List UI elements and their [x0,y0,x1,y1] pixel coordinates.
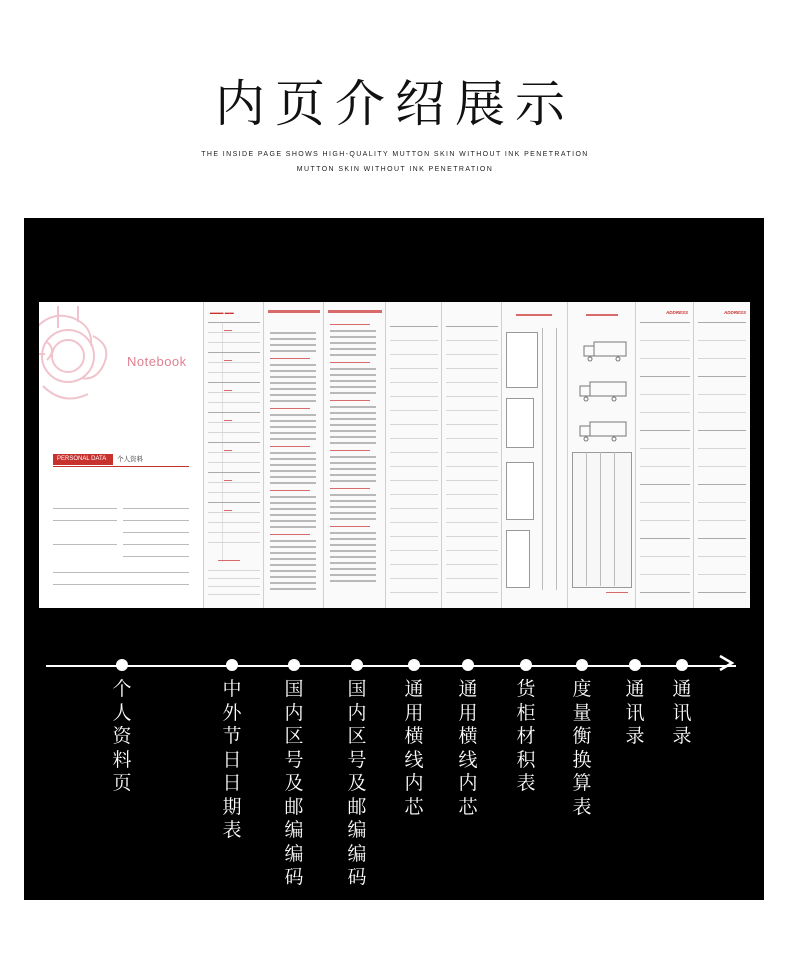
table-block [506,398,534,448]
text-row [330,544,376,546]
ruled-line [698,394,746,395]
timeline-dot-3 [288,659,300,671]
form-line [123,532,189,533]
ruled-line [390,494,438,495]
ruled-line [390,578,438,579]
red-marker [224,450,232,451]
area-code-page-1 [263,302,324,608]
text-row [270,508,316,510]
form-line [123,508,189,509]
ruled-line [698,430,746,431]
text-row [270,582,316,584]
ruled-line [208,532,260,533]
text-row [330,374,376,376]
ruled-line [446,550,498,551]
arrow-right-icon [717,654,735,672]
ruled-line [446,438,498,439]
text-row [330,424,376,426]
container-truck-icon [574,332,630,442]
ruled-line [208,512,260,513]
text-row [270,552,316,554]
ruled-line [390,410,438,411]
text-row [330,556,376,558]
text-row [270,540,316,542]
ruled-line [698,448,746,449]
festival-page-title: ▬▬▬ ▬▬ [210,310,234,315]
text-row [270,526,316,528]
form-line [53,520,117,521]
red-marker [516,314,552,316]
ruled-line [640,430,690,431]
text-row [330,512,376,514]
red-marker [224,420,232,421]
ruled-line [208,342,260,343]
timeline-dot-8 [576,659,588,671]
text-row [330,436,376,438]
red-marker [330,400,370,401]
red-marker [224,480,232,481]
address-title: ADDRESS [665,310,688,315]
festival-dates-page [203,302,264,608]
ruled-line [640,520,690,521]
timeline-label-festival-dates: 中外节日日期表 [222,678,242,841]
ruled-line [208,362,260,363]
text-row [330,456,376,458]
address-title: ADDRESS [723,310,746,315]
text-row [330,336,376,338]
ruled-line [390,480,438,481]
red-marker [218,560,240,561]
text-row [270,452,316,454]
ruled-line [698,358,746,359]
text-row [270,344,316,346]
ruled-line [390,396,438,397]
ruled-line [698,322,746,323]
ruled-line [390,368,438,369]
text-row [330,480,376,482]
text-row [330,368,376,370]
ruled-line [640,556,690,557]
column-divider [542,328,543,590]
ruled-line [698,466,746,467]
ruled-line [390,382,438,383]
text-row [270,350,316,352]
ruled-line [698,592,746,593]
red-marker [586,314,618,316]
text-row [270,546,316,548]
ruled-line [446,564,498,565]
timeline-label-lined-2: 通用横线内芯 [458,678,478,818]
subtitle-line-1: THE INSIDE PAGE SHOWS HIGH-QUALITY MUTTON SKIN WITHOUT INK PENETRATION [201,151,589,158]
ruled-line [208,542,260,543]
ruled-line [640,358,690,359]
text-row [330,574,376,576]
text-row [270,376,316,378]
text-row [270,514,316,516]
text-row [330,580,376,582]
text-row [330,418,376,420]
text-row [270,438,316,440]
ruled-line [208,352,260,353]
text-row [270,520,316,522]
text-row [270,338,316,340]
ruled-line [446,592,498,593]
column-divider [600,452,601,586]
text-row [270,564,316,566]
ruled-line [208,482,260,483]
ruled-line [208,452,260,453]
text-row [270,458,316,460]
timeline-label-container-volume: 货柜材积表 [516,678,536,794]
text-row [330,562,376,564]
ruled-line [208,402,260,403]
text-row [330,354,376,356]
text-row [330,532,376,534]
text-row [330,330,376,332]
text-row [270,388,316,390]
text-row [270,496,316,498]
timeline-dot-1 [116,659,128,671]
ruled-line [390,424,438,425]
text-row [270,382,316,384]
ruled-line [446,368,498,369]
ruled-line [640,448,690,449]
timeline-dot-2 [226,659,238,671]
text-row [330,500,376,502]
container-volume-page [567,302,636,608]
text-row [270,400,316,402]
form-line [53,508,117,509]
ruled-line [390,452,438,453]
text-row [270,370,316,372]
ruled-line [446,578,498,579]
ruled-line [208,492,260,493]
text-row [330,468,376,470]
notebook-word: Notebook [127,354,187,369]
red-marker [224,330,232,331]
lined-page-1 [385,302,442,608]
text-row [330,386,376,388]
timeline-label-personal-data: 个人资料页 [112,678,132,794]
form-line [123,520,189,521]
ruled-line [208,322,260,323]
text-row [330,474,376,476]
red-marker [270,358,310,359]
text-row [270,432,316,434]
timeline-dot-10 [676,659,688,671]
ruled-line [446,340,498,341]
ruled-line [390,522,438,523]
text-row [270,332,316,334]
text-row [270,470,316,472]
form-line [123,544,189,545]
ruled-line [208,586,260,587]
data-table [572,452,632,588]
ruled-line [698,376,746,377]
text-row [270,558,316,560]
ruled-line [640,484,690,485]
ruled-line [390,340,438,341]
red-marker [606,592,628,593]
text-row [330,568,376,570]
timeline-label-address-1: 通讯录 [625,678,645,747]
ruled-line [446,508,498,509]
ruled-line [640,592,690,593]
ruled-line [698,574,746,575]
ruled-line [208,332,260,333]
form-line [53,544,117,545]
ruled-line [208,502,260,503]
ruled-line [208,570,260,571]
ruled-line [446,536,498,537]
ruled-line [640,574,690,575]
red-marker [330,526,370,527]
text-row [330,406,376,408]
text-row [270,364,316,366]
ruled-line [390,550,438,551]
column-divider [556,328,557,590]
ruled-line [208,594,260,595]
ruled-line [208,472,260,473]
ruled-line [640,394,690,395]
form-line [123,556,189,557]
ruled-line [446,424,498,425]
address-page-2 [693,302,750,608]
red-marker [224,390,232,391]
text-row [330,412,376,414]
page-title: 内页介绍展示 [215,75,575,133]
ruled-line [698,538,746,539]
ruled-line [208,462,260,463]
text-row [330,538,376,540]
ruled-line [698,502,746,503]
timeline-label-area-codes-1: 国内区号及邮编编码 [284,678,304,888]
text-row [270,426,316,428]
text-row [270,414,316,416]
text-row [270,420,316,422]
ruled-line [390,466,438,467]
red-marker [328,310,382,313]
timeline-dot-4 [351,659,363,671]
red-marker [270,446,310,447]
timeline-dot-9 [629,659,641,671]
timeline-label-lined-1: 通用横线内芯 [404,678,424,818]
table-block [506,332,538,388]
ruled-line [698,484,746,485]
timeline-label-measurement: 度量衡换算表 [572,678,592,818]
text-row [270,464,316,466]
ruled-line [446,452,498,453]
subtitle-line-2: MUTTON SKIN WITHOUT INK PENETRATION [296,166,494,173]
text-row [330,462,376,464]
ruled-line [640,376,690,377]
ruled-line [446,522,498,523]
personal-data-bar: PERSONAL DATA [53,454,113,465]
text-row [270,570,316,572]
ruled-line [698,556,746,557]
ruled-line [208,412,260,413]
red-marker [270,534,310,535]
text-row [330,442,376,444]
text-row [270,576,316,578]
text-row [270,394,316,396]
text-row [270,502,316,504]
timeline-dot-5 [408,659,420,671]
personal-data-underline [53,466,189,467]
timeline-label-area-codes-2: 国内区号及邮编编码 [347,678,367,888]
form-line [53,572,189,573]
ruled-line [390,592,438,593]
ruled-line [390,438,438,439]
ruled-line [640,340,690,341]
table-block [506,530,530,588]
text-row [330,518,376,520]
column-divider [586,452,587,586]
area-code-page-2 [323,302,386,608]
ruled-line [446,326,498,327]
address-page-1 [635,302,694,608]
ruled-line [208,392,260,393]
red-marker [268,310,320,313]
lined-page-2 [441,302,502,608]
red-marker [224,510,232,511]
ruled-line [698,520,746,521]
personal-data-cn: 个人资料 [117,456,143,463]
ruled-line [446,480,498,481]
ruled-line [208,382,260,383]
text-row [330,392,376,394]
ruled-line [208,422,260,423]
page-strip [39,302,749,608]
text-row [270,482,316,484]
ruled-line [390,564,438,565]
text-row [330,430,376,432]
ruled-line [208,578,260,579]
text-row [330,550,376,552]
ruled-line [446,396,498,397]
timeline-dot-6 [462,659,474,671]
column-divider [614,452,615,586]
ruled-line [208,522,260,523]
red-marker [330,450,370,451]
red-marker [270,490,310,491]
ruled-line [640,538,690,539]
showcase-panel [24,218,764,900]
red-marker [330,488,370,489]
ruled-line [698,340,746,341]
ruled-line [446,466,498,467]
ruled-line [640,466,690,467]
ruled-line [446,382,498,383]
form-line [53,584,189,585]
text-row [330,494,376,496]
red-marker [330,324,370,325]
timeline-label-address-2: 通讯录 [672,678,692,747]
ruled-line [208,432,260,433]
red-marker [270,408,310,409]
ruled-line [208,372,260,373]
text-row [330,380,376,382]
ruled-line [640,502,690,503]
ruled-line [390,508,438,509]
ruled-line [446,494,498,495]
ruled-line [640,412,690,413]
ruled-line [640,322,690,323]
table-block [506,462,534,520]
ruled-line [390,536,438,537]
ruled-line [446,354,498,355]
ruled-line [208,442,260,443]
text-row [270,476,316,478]
text-row [330,506,376,508]
text-row [330,348,376,350]
measurement-table-page [501,302,568,608]
personal-data-page [39,302,203,608]
ruled-line [390,326,438,327]
ruled-line [446,410,498,411]
ruled-line [390,354,438,355]
red-marker [224,360,232,361]
text-row [270,588,316,590]
text-row [330,342,376,344]
ruled-line [698,412,746,413]
timeline-dot-7 [520,659,532,671]
red-marker [330,362,370,363]
